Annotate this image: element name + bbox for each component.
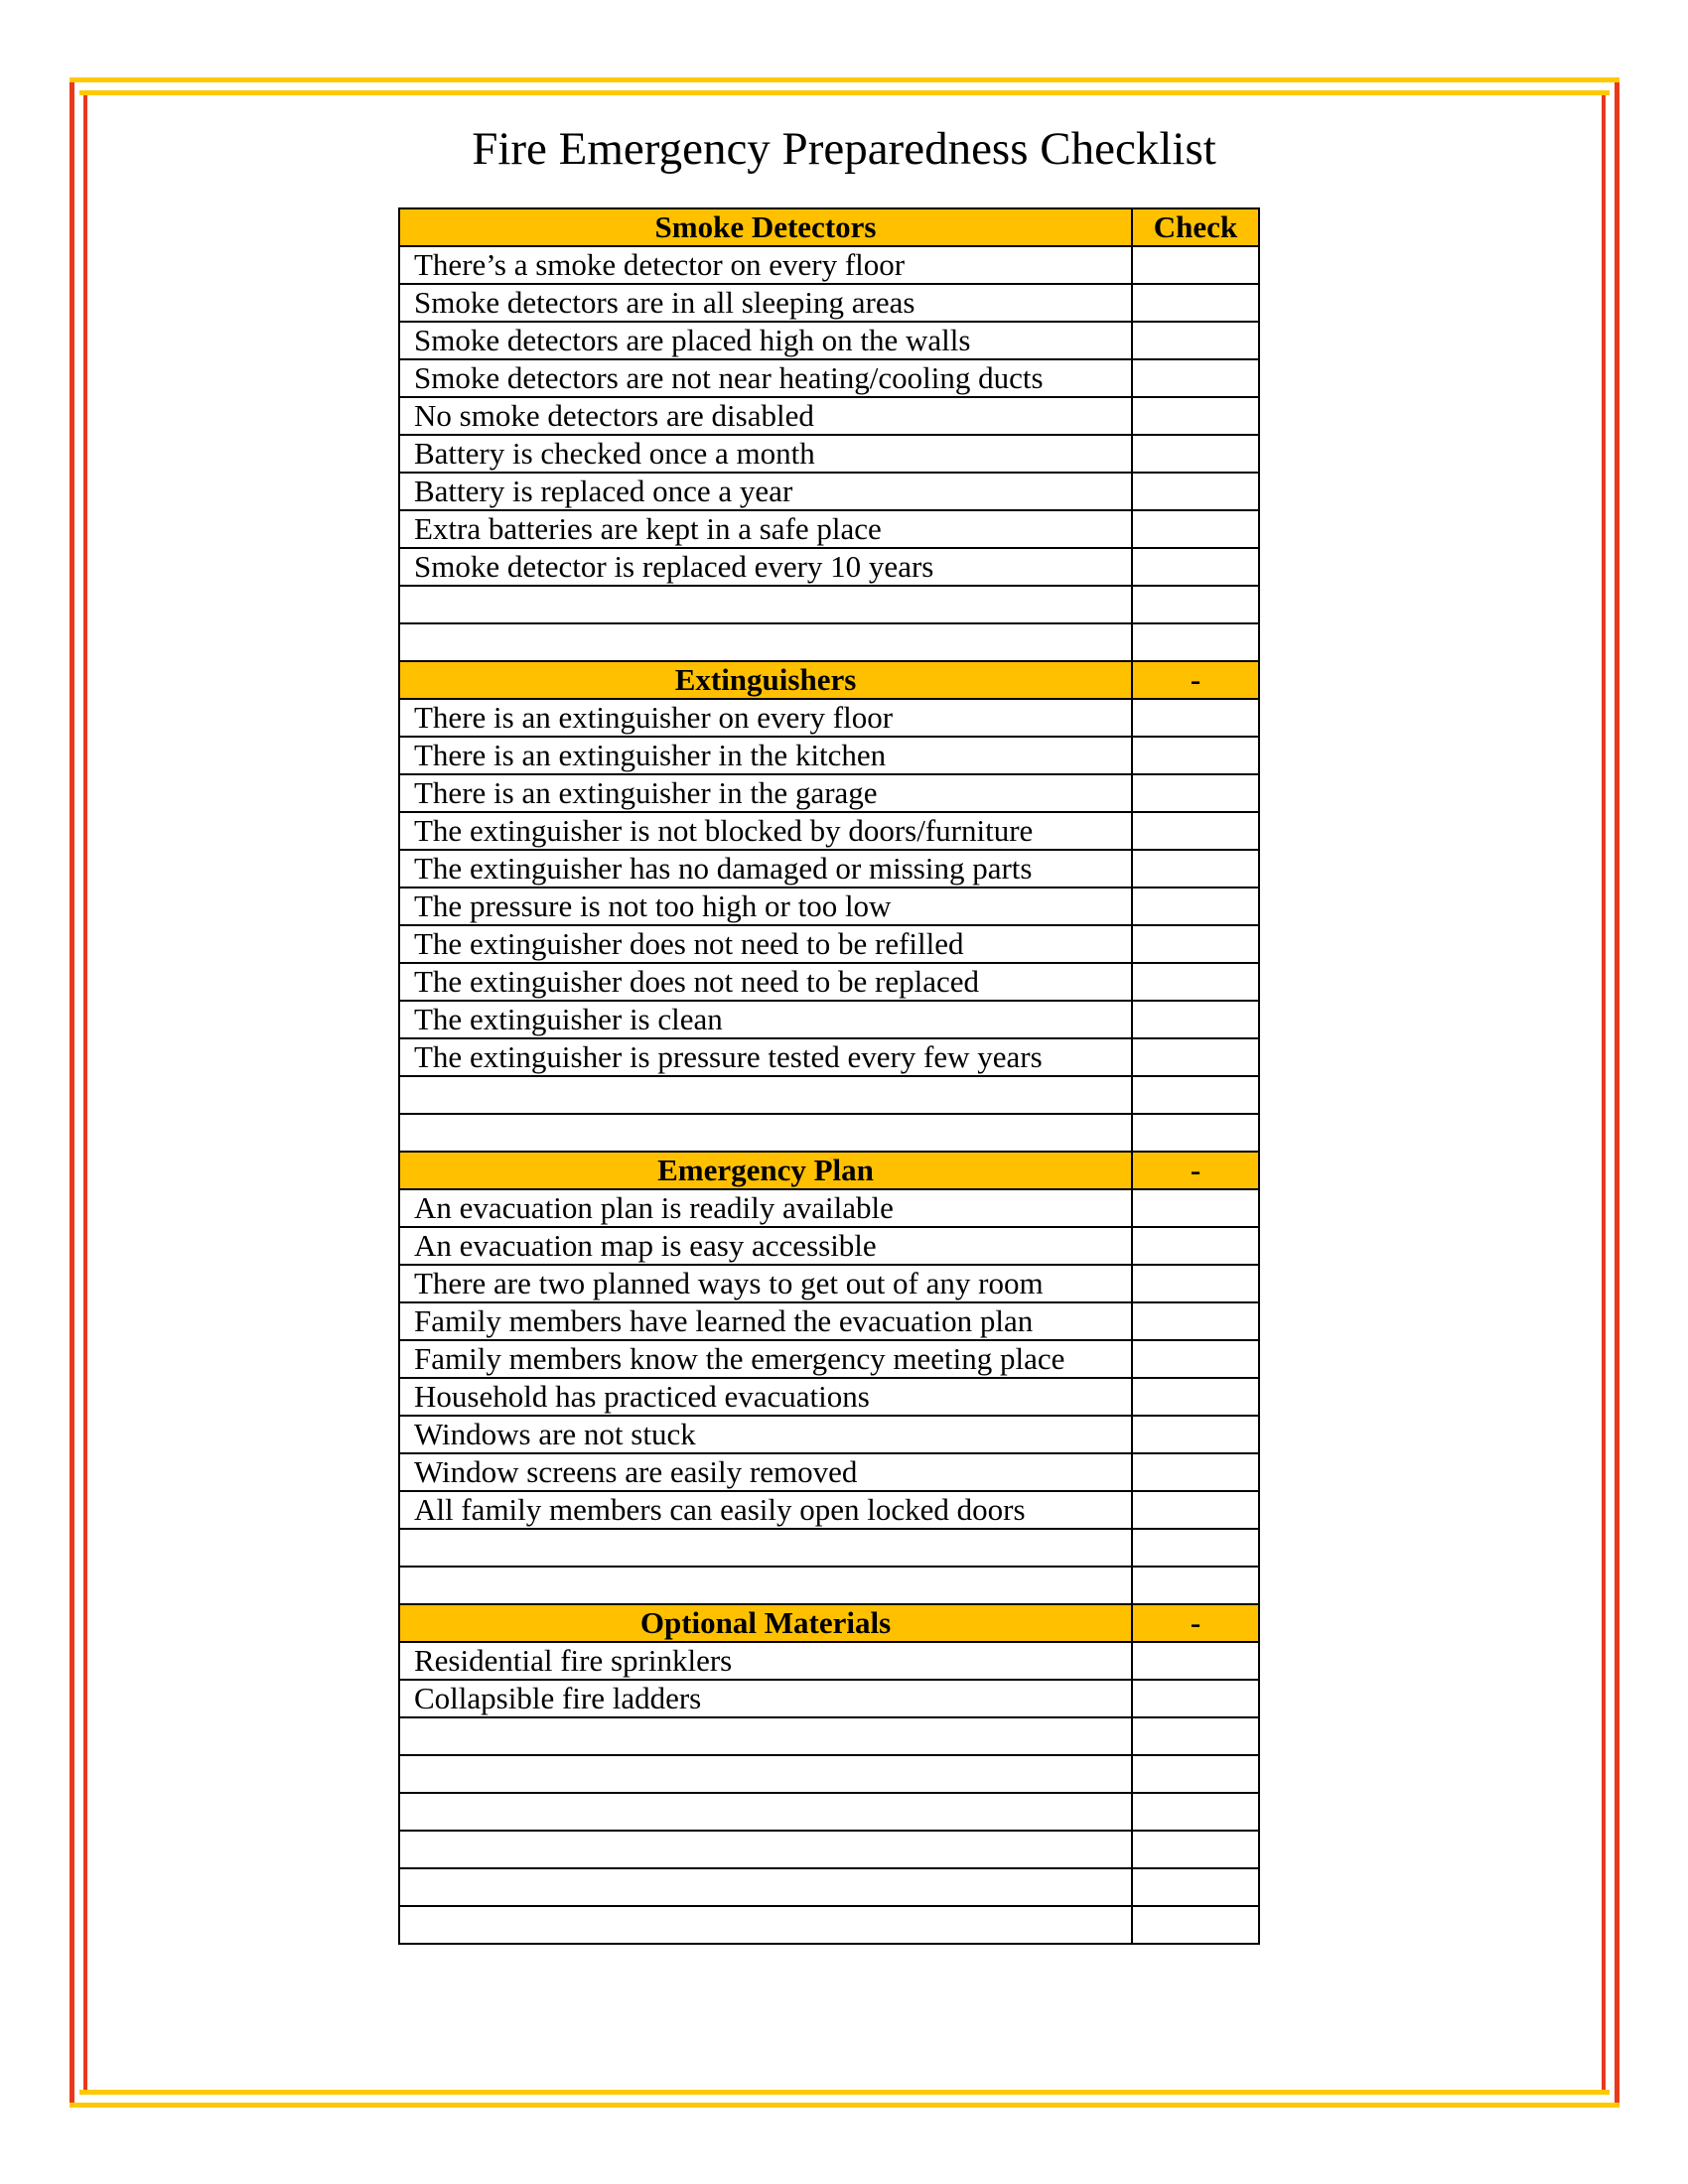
section-heading: Extinguishers (399, 661, 1132, 699)
checklist-row (399, 359, 1259, 397)
checklist-item-text: The extinguisher is pressure tested every few years (399, 1038, 1132, 1076)
checklist-row (399, 1076, 1259, 1114)
section-header-row (399, 1604, 1259, 1642)
checklist-item-text: There is an extinguisher in the kitchen (399, 737, 1132, 774)
checklist-row (399, 774, 1259, 812)
check-box-cell[interactable] (1132, 925, 1259, 963)
checklist-item-text (399, 623, 1132, 661)
check-box-cell[interactable] (1132, 812, 1259, 850)
checklist-item-text (399, 1906, 1132, 1944)
section-heading: Optional Materials (399, 1604, 1132, 1642)
checklist-item-text: Family members have learned the evacuation plan (399, 1302, 1132, 1340)
checklist-item-text: Family members know the emergency meeting place (399, 1340, 1132, 1378)
check-box-cell[interactable] (1132, 1302, 1259, 1340)
frame-right-inner-line (1602, 95, 1606, 2090)
checklist-row (399, 1755, 1259, 1793)
section-heading: Smoke Detectors (399, 208, 1132, 246)
checklist-row (399, 1302, 1259, 1340)
checklist-row (399, 1265, 1259, 1302)
checklist-row (399, 1038, 1259, 1076)
frame-top-inner-line (79, 90, 1610, 95)
section-header-row (399, 208, 1259, 246)
frame-bottom-outer-line (70, 2103, 1619, 2108)
check-box-cell[interactable] (1132, 1189, 1259, 1227)
checklist-item-text: Battery is checked once a month (399, 435, 1132, 473)
checklist-item-text: There are two planned ways to get out of any room (399, 1265, 1132, 1302)
checklist-row (399, 1340, 1259, 1378)
check-box-cell[interactable] (1132, 1491, 1259, 1529)
checklist-row (399, 322, 1259, 359)
check-box-cell[interactable] (1132, 473, 1259, 510)
check-box-cell[interactable] (1132, 284, 1259, 322)
checklist-item-text (399, 1868, 1132, 1906)
checklist-item-text (399, 1567, 1132, 1604)
check-column-header: Check (1132, 208, 1259, 246)
check-box-cell[interactable] (1132, 1001, 1259, 1038)
checklist-row (399, 850, 1259, 887)
section-header-row (399, 661, 1259, 699)
checklist-row (399, 1831, 1259, 1868)
check-box-cell[interactable] (1132, 510, 1259, 548)
checklist-row (399, 1416, 1259, 1453)
check-box-cell[interactable] (1132, 1114, 1259, 1152)
checklist-row (399, 1906, 1259, 1944)
checklist-item-text: An evacuation map is easy accessible (399, 1227, 1132, 1265)
checklist-row (399, 1378, 1259, 1416)
frame-bottom-inner-line (79, 2090, 1610, 2095)
checklist-item-text: The extinguisher does not need to be replaced (399, 963, 1132, 1001)
check-box-cell[interactable] (1132, 774, 1259, 812)
check-box-cell[interactable] (1132, 699, 1259, 737)
section-heading: Emergency Plan (399, 1152, 1132, 1189)
check-column-header: - (1132, 1604, 1259, 1642)
checklist-row (399, 1793, 1259, 1831)
checklist-item-text: The pressure is not too high or too low (399, 887, 1132, 925)
checklist-row (399, 699, 1259, 737)
checklist-item-text: Window screens are easily removed (399, 1453, 1132, 1491)
checklist-item-text (399, 1076, 1132, 1114)
checklist-row (399, 1868, 1259, 1906)
checklist-row (399, 1642, 1259, 1680)
check-box-cell[interactable] (1132, 623, 1259, 661)
checklist-item-text: Windows are not stuck (399, 1416, 1132, 1453)
check-box-cell[interactable] (1132, 1755, 1259, 1793)
check-box-cell[interactable] (1132, 1340, 1259, 1378)
checklist-row (399, 1680, 1259, 1717)
checklist-item-text (399, 1755, 1132, 1793)
checklist-row (399, 246, 1259, 284)
frame-top-outer-line (70, 77, 1619, 82)
checklist-row (399, 586, 1259, 623)
checklist-item-text: Battery is replaced once a year (399, 473, 1132, 510)
checklist-row (399, 1001, 1259, 1038)
checklist-row (399, 1453, 1259, 1491)
checklist-row (399, 397, 1259, 435)
frame-left-outer-line (70, 82, 74, 2103)
check-box-cell[interactable] (1132, 322, 1259, 359)
checklist-row (399, 1529, 1259, 1567)
checklist-item-text: The extinguisher is not blocked by doors/furniture (399, 812, 1132, 850)
checklist-item-text: An evacuation plan is readily available (399, 1189, 1132, 1227)
check-box-cell[interactable] (1132, 1227, 1259, 1265)
check-box-cell[interactable] (1132, 1416, 1259, 1453)
check-box-cell[interactable] (1132, 1529, 1259, 1567)
checklist-row (399, 284, 1259, 322)
checklist-item-text: Smoke detectors are placed high on the walls (399, 322, 1132, 359)
check-box-cell[interactable] (1132, 1642, 1259, 1680)
checklist-row (399, 1114, 1259, 1152)
checklist-table (398, 207, 1260, 1945)
check-box-cell[interactable] (1132, 1680, 1259, 1717)
checklist-row (399, 887, 1259, 925)
checklist-item-text (399, 1717, 1132, 1755)
checklist-item-text (399, 1529, 1132, 1567)
checklist-row (399, 963, 1259, 1001)
checklist-item-text: Smoke detectors are not near heating/cooling ducts (399, 359, 1132, 397)
check-box-cell[interactable] (1132, 1793, 1259, 1831)
checklist-row (399, 1717, 1259, 1755)
check-column-header: - (1132, 661, 1259, 699)
checklist-item-text: Collapsible fire ladders (399, 1680, 1132, 1717)
check-box-cell[interactable] (1132, 850, 1259, 887)
checklist-item-text: There is an extinguisher on every floor (399, 699, 1132, 737)
frame-right-outer-line (1615, 82, 1619, 2103)
checklist-item-text: Household has practiced evacuations (399, 1378, 1132, 1416)
page-title: Fire Emergency Preparedness Checklist (472, 123, 1216, 175)
checklist-item-text: Smoke detectors are in all sleeping areas (399, 284, 1132, 322)
checklist-item-text (399, 1831, 1132, 1868)
checklist-row (399, 737, 1259, 774)
section-header-row (399, 1152, 1259, 1189)
checklist-row (399, 1189, 1259, 1227)
checklist-item-text: No smoke detectors are disabled (399, 397, 1132, 435)
checklist-item-text: There’s a smoke detector on every floor (399, 246, 1132, 284)
check-box-cell[interactable] (1132, 963, 1259, 1001)
checklist-item-text: Residential fire sprinklers (399, 1642, 1132, 1680)
checklist-item-text (399, 1114, 1132, 1152)
checklist-row (399, 623, 1259, 661)
frame-left-inner-line (83, 95, 87, 2090)
checklist-row (399, 510, 1259, 548)
check-box-cell[interactable] (1132, 1831, 1259, 1868)
checklist-item-text: The extinguisher is clean (399, 1001, 1132, 1038)
check-box-cell[interactable] (1132, 397, 1259, 435)
checklist-row (399, 435, 1259, 473)
checklist-item-text: The extinguisher does not need to be refilled (399, 925, 1132, 963)
checklist-row (399, 548, 1259, 586)
checklist-row (399, 473, 1259, 510)
check-box-cell[interactable] (1132, 548, 1259, 586)
check-box-cell[interactable] (1132, 1038, 1259, 1076)
check-box-cell[interactable] (1132, 1453, 1259, 1491)
checklist-row (399, 1227, 1259, 1265)
check-box-cell[interactable] (1132, 359, 1259, 397)
checklist-row (399, 1491, 1259, 1529)
check-box-cell[interactable] (1132, 737, 1259, 774)
check-box-cell[interactable] (1132, 1567, 1259, 1604)
check-box-cell[interactable] (1132, 586, 1259, 623)
checklist-item-text: The extinguisher has no damaged or missing parts (399, 850, 1132, 887)
check-box-cell[interactable] (1132, 1906, 1259, 1944)
checklist-item-text: There is an extinguisher in the garage (399, 774, 1132, 812)
check-box-cell[interactable] (1132, 1265, 1259, 1302)
check-box-cell[interactable] (1132, 435, 1259, 473)
check-box-cell[interactable] (1132, 1717, 1259, 1755)
checklist-row (399, 1567, 1259, 1604)
checklist-row (399, 925, 1259, 963)
check-box-cell[interactable] (1132, 1868, 1259, 1906)
check-box-cell[interactable] (1132, 887, 1259, 925)
checklist-row (399, 812, 1259, 850)
check-box-cell[interactable] (1132, 246, 1259, 284)
checklist-item-text: Smoke detector is replaced every 10 years (399, 548, 1132, 586)
check-box-cell[interactable] (1132, 1378, 1259, 1416)
checklist-item-text: Extra batteries are kept in a safe place (399, 510, 1132, 548)
checklist-item-text (399, 1793, 1132, 1831)
checklist-item-text: All family members can easily open locked doors (399, 1491, 1132, 1529)
checklist-item-text (399, 586, 1132, 623)
check-box-cell[interactable] (1132, 1076, 1259, 1114)
check-column-header: - (1132, 1152, 1259, 1189)
